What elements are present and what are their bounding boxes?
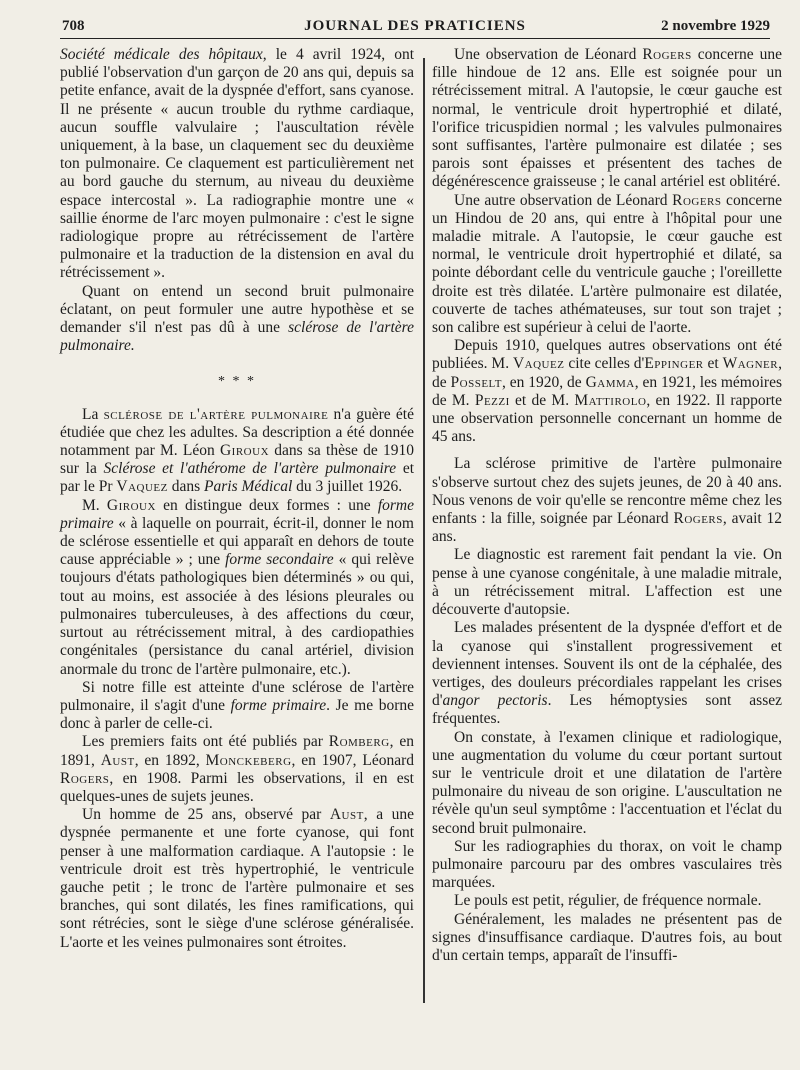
paragraph <box>432 337 782 446</box>
text: concerne une fille hindoue de 12 ans. Elle est soignée pour un rétrécissement mitral. A l'autopsie, le cœur gauche est normal, le ventricule droit hypertrophié et dilaté, l'orifice tricuspidien normal ; les valvules pulmonaires sont suffisantes, l'artère pulmonaire est dilatée ; ses parois sont épaisses et présentent des taches de dégénérescence graisseuse ; le canal artériel est oblitéré. <box>432 46 782 191</box>
journal-title: JOURNAL DES PRATICIENS <box>304 18 526 34</box>
text: le 4 avril 1924, ont publié l'observation d'un garçon de 20 ans qui, depuis sa petite enfance, avait de la dyspnée d'effort, sans cyanose. Il ne présente « aucun trouble du rythme cardiaque, aucun souffle valvulaire ; l'auscultation révèle uniquement, à la base, un claquement sec du deuxième ton pulmonaire. Ce claquement est particulièrement net au bord gauche du sternum, au niveau du deuxième espace intercostal ». La radiographie montre une « saillie énorme de l'arc moyen pulmonaire : c'est le signe radiologique propre au rétrécissement de l'artère pulmonaire et la traduction de la distension en aval du rétrécissement ». <box>60 46 414 282</box>
paragraph: On constate, à l'examen clinique et radiologique, une augmentation du volume du cœur portant surtout sur le ventricule droit et une dilatation de l'artère pulmonaire du niveau de son origine. L'auscultation ne révèle qu'un seul symptôme : l'accentuation et l'éclat du second bruit pulmonaire. <box>432 728 782 837</box>
section-heading: sclérose de l'artère pulmonaire <box>103 405 329 423</box>
column-divider <box>423 58 425 1003</box>
text: et de M. <box>509 391 575 409</box>
emphasis: angor pectoris <box>442 692 548 710</box>
text: Depuis 1910, quelques autres observations ont été publiées. M. <box>432 337 782 373</box>
paragraph <box>432 192 782 338</box>
paragraph <box>432 46 782 192</box>
text: du 3 juillet 1926. <box>292 478 403 496</box>
paragraph <box>60 406 414 497</box>
paragraph <box>432 619 782 728</box>
author-name: Pezzi <box>474 391 510 409</box>
author-name: Giroux <box>106 496 156 514</box>
text: Si notre fille est atteinte d'une sclérose de l'artère pulmonaire, il s'agit d'une <box>60 678 414 714</box>
author-name: Aust <box>100 751 135 769</box>
author-name: Vaquez <box>512 355 565 373</box>
section-separator: * * * <box>218 374 256 390</box>
paragraph: Le diagnostic est rarement fait pendant la vie. On pense à une cyanose congénitale, à une maladie mitrale, à un rétrécissement mitral. L'affection est une découverte d'autopsie. <box>432 546 782 619</box>
author-name: Monckeberg <box>205 751 292 769</box>
text: concerne un Hindou de 20 ans, qui entre à l'hôpital pour une maladie mitrale. A l'autopsie, le cœur gauche est normal, le ventricule droit hypertrophié et dilaté, sa pointe débordant celle du ventricule gauche ; l'oreillette droite est très dilatée. L'artère pulmonaire est dilatée, couverte de taches athémateuses, sur tout son trajet ; son calibre est supérieur à celui de l'aorte. <box>432 191 782 337</box>
page-header <box>60 14 770 39</box>
text: Une observation de Léonard <box>454 46 643 63</box>
text: « qui relève toujours d'états pathologiques bien déterminés » ou qui, tout au moins, est associée à des lésions pleurales ou pulmonaires tuberculeuses, à des affections du cœur, surtout au rétrécissement mitral, à des cardiopathies congénitales (persistance du canal artériel, division anormale du tronc de l'artère pulmonaire, etc.). <box>60 551 414 678</box>
text: Une autre observation de Léonard <box>454 191 673 209</box>
text: Quant on entend un second bruit pulmonaire éclatant, on peut formuler une autre hypothèse et se demander s'il n'est pas dû à une <box>60 282 414 337</box>
issue-date: 2 novembre 1929 <box>661 18 770 34</box>
paragraph <box>60 679 414 734</box>
journal-name: Paris Médical <box>204 478 293 496</box>
author-name: Wagner <box>722 355 779 373</box>
text: Les premiers faits ont été publiés par <box>82 733 329 751</box>
text: , avait 12 ans. <box>432 510 782 546</box>
text: La sclérose primitive de l'artère pulmonaire s'observe surtout chez des sujets jeunes, de 20 à 40 ans. Nous venons de voir qu'elle se rencontre même chez les enfants : la fille, soignée par Léonard <box>432 455 782 528</box>
author-name: Mattirolo <box>574 391 647 409</box>
text: M. <box>82 496 107 514</box>
emphasis: forme primaire <box>60 496 414 532</box>
author-name: Romberg <box>328 733 390 751</box>
text: , en 1892, <box>134 751 206 769</box>
text: , en 1908. Parmi les observations, il en est quelques-unes de sujets jeunes. <box>60 769 414 805</box>
emphasis: forme secondaire <box>225 551 334 569</box>
text: « à laquelle on pourrait, écrit-il, donner le nom de sclérose essentielle et qui apparaît en dehors de toute cause appréciable » ; une <box>60 514 414 569</box>
text: dans <box>167 478 205 496</box>
author-name: Aust <box>329 806 364 824</box>
paragraph: Le pouls est petit, régulier, de fréquence normale. <box>454 892 762 910</box>
text: cite celles d' <box>564 355 645 373</box>
author-name: Giroux <box>219 442 270 460</box>
text: . Je me borne donc à parler de celle-ci. <box>60 696 415 733</box>
text: La <box>82 405 104 423</box>
author-name: Posselt <box>450 373 502 391</box>
author-name: Vaquez <box>116 478 168 496</box>
text: , a une dyspnée permanente et une forte cyanose, qui font penser à une malformation cardiaque. A l'autopsie : le ventricule droit est très hypertrophié, le ventricule gauche petit ; le tronc de l'artère pulmonaire et ses branches, qui sont dilatés, les fines ramifications, qui sont rétrécies, sont le siège d'une sclérose généralisée. L'aorte et les veines pulmonaires sont étroites. <box>60 806 414 951</box>
paragraph <box>60 46 414 283</box>
author-name: Rogers <box>672 191 722 209</box>
right-column <box>432 46 782 965</box>
paragraph <box>60 283 414 356</box>
text: , en 1921, les mémoires de M. <box>432 373 782 409</box>
text: et <box>703 355 723 373</box>
source-citation: Société médicale des hôpitaux, <box>60 46 267 63</box>
author-name: Rogers <box>60 769 110 787</box>
text: et par le Pr <box>60 460 415 496</box>
page-number: 708 <box>62 18 85 34</box>
paragraph <box>60 733 414 806</box>
text: , en 1920, de <box>501 373 586 391</box>
text: , en 1922. Il rapporte une observation personnelle concernant un homme de 45 ans. <box>432 391 782 446</box>
left-column <box>60 46 414 952</box>
paragraph: Généralement, les malades ne présentent pas de signes d'insuffisance cardiaque. D'autres fois, au bout d'un certain temps, apparaît de l'insuffi- <box>432 910 782 964</box>
text: Les malades présentent de la dyspnée d'effort et de la cyanose qui s'installent progressivement et deviennent intenses. Souvent ils ont de la céphalée, des vertiges, des douleurs précordiales rappelant les crises d' <box>432 619 782 710</box>
text: , en 1907, Léonard <box>291 751 414 769</box>
text: . Les hémoptysies sont assez fréquentes. <box>432 692 783 728</box>
text: Un homme de 25 ans, observé par <box>82 806 330 824</box>
author-name: Gamma <box>585 373 635 391</box>
emphasis: forme primaire <box>230 696 327 714</box>
paragraph <box>60 497 414 679</box>
author-name: Rogers <box>673 510 723 528</box>
emphasis: sclérose de l'artère pulmonaire. <box>60 319 414 355</box>
author-name: Eppinger <box>644 355 704 373</box>
paragraph <box>432 455 782 546</box>
text: en distingue deux formes : une <box>155 496 378 514</box>
paragraph <box>60 806 414 952</box>
text: n'a guère été étudiée que chez les adultes. Sa description a été donnée notamment par M. Léon <box>60 405 414 460</box>
text: , de <box>432 355 782 391</box>
thesis-title: Sclérose et l'athérome de l'artère pulmonaire <box>103 460 397 478</box>
text: , en 1891, <box>60 733 415 769</box>
author-name: Rogers <box>642 46 692 63</box>
paragraph: Sur les radiographies du thorax, on voit le champ pulmonaire parcouru par des ombres vasculaires très marquées. <box>432 837 782 892</box>
text: dans sa thèse de 1910 sur la <box>60 442 414 478</box>
